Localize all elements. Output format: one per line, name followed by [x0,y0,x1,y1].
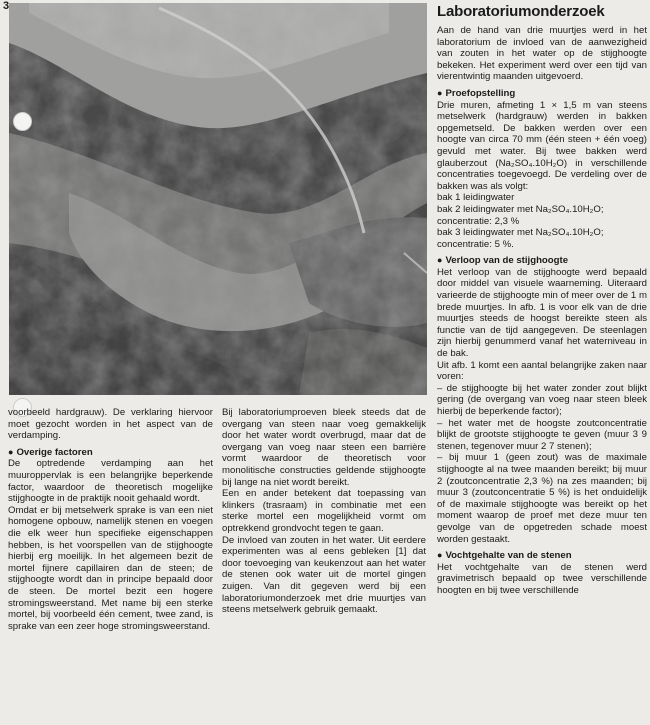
section-title: Proefopstelling [445,87,516,99]
col2-paragraph: De invloed van zouten in het water. Uit eerdere experimenten was al eens gebleken [1] dat door toevoeging van keukenzout aan het water de stenen ook water uit de mortel gingen zuigen. Van dit gegeven werd bij een laboratoriumonderzoek met drie muurtjes van steens metselwerk gebruik gemaakt. [222,534,426,616]
col2-paragraph: Bij laboratoriumproeven bleek steeds dat de overgang van steen naar voeg gemakkelijk door het water wordt overbrugd, maar dat de overgang van voeg naar steen een barrière vormt waardoor de theoretisch voor monolitische constructies geldende stijghoogte bij lange na niet wordt bereikt. [222,407,426,488]
page-number: 3 [3,0,10,12]
section-heading-verloop [437,255,647,267]
list-item: bak 3 leidingwater met Na₂SO₄.10H₂O; concentratie: 5 %. [437,227,604,250]
binder-hole-top [13,112,32,131]
bullet-icon: ● [437,255,443,266]
list-item: – bij muur 1 (geen zout) was de maximale stijghoogte al na twee maanden bereikt; bij muur 2 (zoutconcentratie 2,3 %) na zes maanden; bij muur 3 (zoutconcentratie 5 %) is het onduidelijk of de maximale stijghoogte was bereikt op het moment waarop de proef met deze muur ten gevolge van de opgetreden schade moest worden gestaakt. [437,452,647,545]
list-item: – het water met de hoogste zoutconcentratie blijkt de grootste stijghoogte te geven (muur 3 9 stenen, tegenover muur 2 7 stenen); [437,417,647,452]
section-title: Vochtgehalte van de stenen [445,550,572,562]
col3-paragraph: Uit afb. 1 komt een aantal belangrijke zaken naar voren: [437,359,647,383]
section-title: Overige factoren [16,446,93,458]
column-3 [437,3,647,597]
list-item: bak 1 leidingwater [437,192,515,204]
bullet-icon: ● [8,446,14,457]
list-item: – de stijghoogte bij het water zonder zout blijkt gering (de overgang van voeg naar steen bleek hierbij de beperkende factor); [437,382,647,417]
col2-paragraph: Een en ander betekent dat toepassing van klinkers (trasraam) in combinatie met een sterke mortel een mogelijkheid vormt om optrekkend grondvocht tegen te gaan. [222,488,426,534]
col3-paragraph: Het vochtgehalte van de stenen werd gravimetrisch bepaald op twee verschillende hoogten en bij twee verschillende [437,561,647,596]
col3-intro: Aan de hand van drie muurtjes werd in het laboratorium de invloed van de aanwezigheid van zouten in het water op de stijghoogte bekeken. Het experiment werd over een tijd van vierentwintig maanden uitgevoerd. [437,25,647,83]
section-title: Verloop van de stijghoogte [445,255,569,267]
bullet-icon: ● [437,550,443,561]
section-heading-overige-factoren [8,447,213,459]
section-heading-vochtgehalte [437,550,647,562]
col1-paragraph: De optredende verdamping aan het muuroppervlak is een belangrijke beperkende factor, waardoor de theoretisch mogelijke stijghoogte in de praktijk nooit gehaald wordt. [8,458,213,505]
bullet-icon: ● [437,87,443,98]
article-title: Laboratoriumonderzoek [437,3,605,20]
column-1 [8,407,213,632]
column-2 [222,407,426,616]
section-heading-proefopstelling [437,88,647,100]
col3-paragraph: Het verloop van de stijghoogte werd bepaald door middel van visuele waarneming. Uiteraard varieerde de stijghoogte min of meer over de 1 m brede muurtjes. In afb. 1 is voor elk van de drie muurtjes steeds de hoogst bereikte steen als functie van de tijd aangegeven. De steenlagen zijn hierbij genummerd vanaf het waterniveau in de bak. [437,266,647,360]
col1-intro: voorbeeld hardgrauw). De verklaring hiervoor moet gezocht worden in het aspect van de verdamping. [8,407,213,442]
wall-photograph [9,3,427,395]
list-item: bak 2 leidingwater met Na₂SO₄.10H₂O; concentratie: 2,3 % [437,203,604,227]
col1-paragraph: Omdat er bij metselwerk sprake is van een niet homogene opbouw, namelijk stenen en voegen die elk weer hun specifieke eigenschappen hebben, is het voorspellen van de stijghoogte hierbij erg moeilijk. In het algemeen bezit de mortel fijnere capillairen dan de steen; de stijghoogte wordt dan in principe bepaald door de steen. De mortel bezit een hogere stromingsweerstand. Met name bij een sterke mortel, bij voorbeeld één cement, twee zand, is sprake van een zeer hoge stromingsweerstand. [8,504,213,632]
wall-photograph-image [9,3,427,395]
col3-paragraph: Drie muren, afmeting 1 × 1,5 m van steens metselwerk (hardgrauw) werden in bakken opgemetseld. De bakken werden over een hoogte van circa 70 mm (één steen + één voeg) gevuld met water. Bij twee bakken werd glauberzout (Na₂SO₄.10H₂O) in verschillende concentraties toegevoegd. De verdeling over de bakken was als volgt: [437,99,647,192]
bak-list [437,192,647,250]
